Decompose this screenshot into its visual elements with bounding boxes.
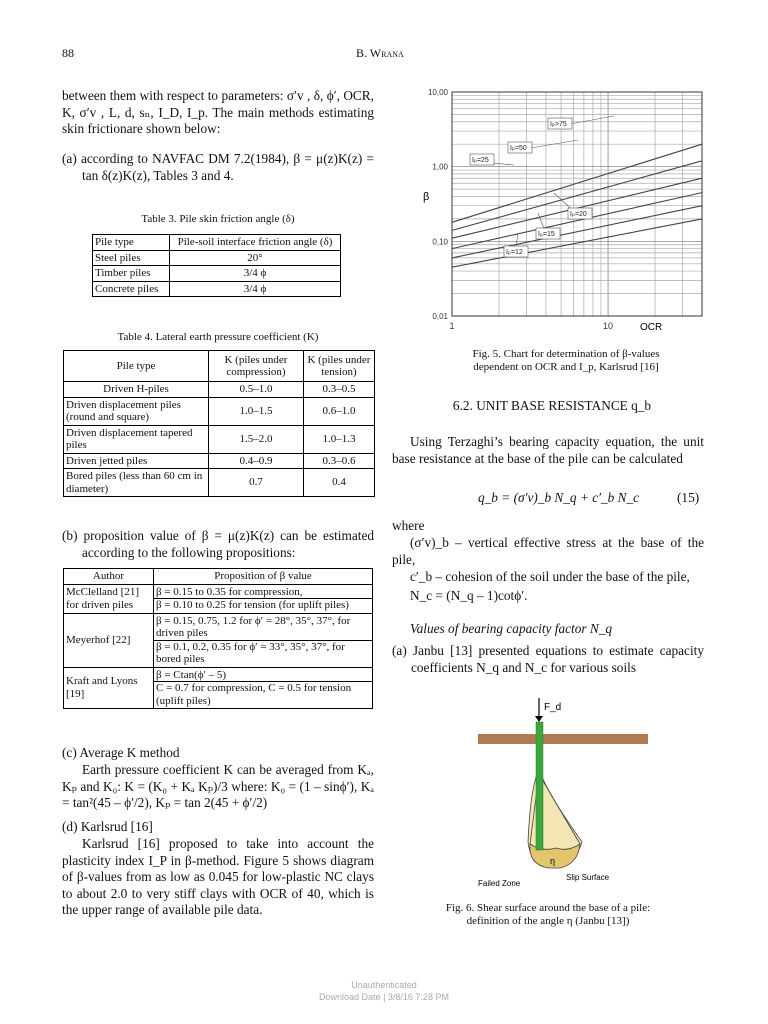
def-1: (σ′v)_b – vertical effective stress at the base of the pile,: [392, 535, 704, 567]
table3-cell: 3/4 ϕ: [170, 266, 341, 282]
item-b: (b) proposition value of β = μ(z)K(z) can be estimated according to the following propositions:: [62, 528, 374, 560]
chart-x-label: OCR: [640, 322, 663, 333]
where-label: where: [392, 518, 425, 533]
table4-caption: Table 4. Lateral earth pressure coefficient (K): [117, 331, 319, 343]
table3-cell: 3/4 ϕ: [170, 281, 341, 297]
item-a: (a) according to NAVFAC DM 7.2(1984), β = μ(z)K(z) = tan δ(z)K(z), Tables 3 and 4.: [62, 151, 374, 183]
table5-line: β = 0.15, 0.75, 1.2 for ϕ′ = 28°, 35°, 37°, for driven piles: [156, 614, 351, 639]
table3: [92, 234, 341, 297]
eta-label: η: [550, 856, 556, 866]
y-tick-label: 0,10: [432, 237, 448, 247]
chart-y-ticks: [428, 88, 449, 321]
pile-shaft: [536, 722, 543, 850]
chart-annotations: [470, 116, 614, 257]
table4-cell: 0.4–0.9: [209, 453, 304, 469]
equation-15: q_b = (σ′v)_b N_q + c′_b N_c: [478, 490, 640, 505]
table5: [63, 568, 373, 709]
item-d-title: (d) Karlsrud [16]: [62, 819, 153, 834]
footer-line-2: Download Date | 3/8/16 7:28 PM: [319, 992, 449, 1002]
table4-cell: 0.3–0.5: [303, 382, 374, 398]
item-d-text: Karlsrud [16] proposed to take into account the plasticity index I_P in β-method. Figure 5 shows diagram of β-values from as low as 0.045 for low-plastic NC clays to about 2.0 to very stiff clays with OCR of 40, which is the upper range of available pile data.: [62, 836, 374, 917]
table3-cell: 20°: [170, 250, 341, 266]
def-3: N_c = (N_q – 1)cotϕ′.: [410, 588, 528, 603]
table4-header: K (piles under compression): [209, 351, 304, 382]
table3-header: Pile type: [93, 235, 170, 251]
force-label: F_d: [544, 702, 562, 713]
table4-cell: 1.0–1.5: [209, 397, 304, 425]
chart-y-label: β: [423, 191, 430, 203]
y-tick-label: 10,00: [427, 88, 448, 97]
table4-header: K (piles under tension): [303, 351, 374, 382]
table3-header: Pile-soil interface friction angle (δ): [170, 235, 341, 251]
ground-surface: [478, 734, 648, 744]
table4-cell: Driven displacement tapered piles: [64, 425, 209, 453]
annotation-label: Iₚ=25: [472, 157, 489, 164]
section-title: 6.2. UNIT BASE RESISTANCE q_b: [452, 398, 652, 413]
equation-number: (15): [677, 490, 700, 505]
right-para1: Using Terzaghi’s bearing capacity equation, the unit base resistance at the base of the pile can be calculated: [392, 434, 704, 466]
fig6-diagram: [478, 694, 648, 894]
annotation-label: Iₚ=50: [510, 145, 527, 152]
annotation-label: Iₚ=12: [506, 249, 523, 256]
fig5-caption-1: Fig. 5. Chart for determination of β-values: [472, 348, 660, 360]
table3-cell: Timber piles: [93, 266, 170, 282]
right-item-a: (a) Janbu [13] presented equations to estimate capacity coefficients N_q and N_c for various soils: [392, 643, 704, 675]
item-c-text: Earth pressure coefficient K can be averaged from Kₐ, Kₚ and K₀: K = (K₀ + Kₐ Kₚ)/3 where: K₀ = (1 – sinϕ′), Kₐ = tan²(45 – ϕ′/2), Kₚ = tan 2(45 + ϕ′/2): [62, 762, 374, 810]
table4: [63, 350, 375, 497]
failed-zone-label: Failed Zone: [478, 879, 521, 888]
table4-cell: 1.5–2.0: [209, 425, 304, 453]
annotation-label: Iₚ=15: [538, 231, 555, 238]
y-tick-label: 1,00: [432, 162, 448, 172]
table5-author: Meyerhof [22]: [64, 613, 154, 667]
table4-cell: Bored piles (less than 60 cm in diameter): [64, 469, 209, 497]
series-line: [452, 193, 702, 249]
table4-cell: 1.0–1.3: [303, 425, 374, 453]
table4-cell: 0.6–1.0: [303, 397, 374, 425]
table4-cell: 0.4: [303, 469, 374, 497]
table4-cell: Driven H-piles: [64, 382, 209, 398]
footer-line-1: Unauthenticated: [351, 980, 417, 990]
table5-line: β = 0.1, 0.2, 0.35 for ϕ′ = 33°, 35°, 37°, for bored piles: [154, 640, 372, 666]
table5-line: β = Ctan(ϕ′ – 5): [156, 668, 227, 681]
def-2: c′_b – cohesion of the soil under the base of the pile,: [410, 569, 690, 584]
annotation-label: Iₚ>75: [550, 121, 567, 128]
series-line: [452, 219, 702, 267]
chart-grid: [452, 92, 702, 316]
y-tick-label: 0,01: [432, 312, 448, 321]
fig5-caption-2: dependent on OCR and I_p, Karlsrud [16]: [473, 361, 659, 373]
table5-line: β = 0.15 to 0.35 for compression,: [156, 585, 303, 598]
table3-cell: Concrete piles: [93, 281, 170, 297]
fig5-chart: [418, 82, 714, 344]
intro-paragraph: between them with respect to parameters: σ′v , δ, ϕ′, OCR, K, σ′v , L, d, sₙ, I_D, I_p. The main methods estimating skin frictionare shown below:: [62, 88, 374, 136]
annotation-label: Iₚ=20: [570, 211, 587, 218]
table3-cell: Steel piles: [93, 250, 170, 266]
subsection-title: Values of bearing capacity factor N_q: [410, 621, 613, 636]
chart-x-ticks: [449, 321, 613, 331]
force-arrowhead: [535, 716, 543, 722]
table5-author: McClelland [21] for driven piles: [64, 584, 154, 613]
table5-header: Proposition of β value: [154, 569, 373, 585]
table4-cell: Driven jetted piles: [64, 453, 209, 469]
series-line: [452, 161, 702, 231]
running-head-author: B. Wrana: [356, 46, 404, 60]
table4-header: Pile type: [64, 351, 209, 382]
table5-line: β = 0.10 to 0.25 for tension (for uplift piles): [154, 598, 372, 612]
item-c-title: (c) Average K method: [62, 745, 180, 760]
chart-frame: [452, 92, 702, 316]
table3-caption: Table 3. Pile skin friction angle (δ): [141, 213, 295, 225]
slip-surface-label: Slip Surface: [566, 873, 610, 882]
fig6-caption-1: Fig. 6. Shear surface around the base of a pile:: [445, 902, 651, 914]
x-tick-label: 10: [603, 321, 614, 331]
table4-cell: 0.5–1.0: [209, 382, 304, 398]
table4-cell: Driven displacement piles (round and square): [64, 397, 209, 425]
table4-cell: 0.3–0.6: [303, 453, 374, 469]
fig6-caption-2: definition of the angle η (Janbu [13]): [466, 915, 630, 927]
table4-cell: 0.7: [209, 469, 304, 497]
table5-line: C = 0.7 for compression, C = 0.5 for tension (uplift piles): [154, 681, 372, 707]
table5-header: Author: [64, 569, 154, 585]
page-number: 88: [62, 46, 74, 60]
x-tick-label: 1: [449, 321, 455, 331]
table5-author: Kraft and Lyons [19]: [64, 667, 154, 709]
